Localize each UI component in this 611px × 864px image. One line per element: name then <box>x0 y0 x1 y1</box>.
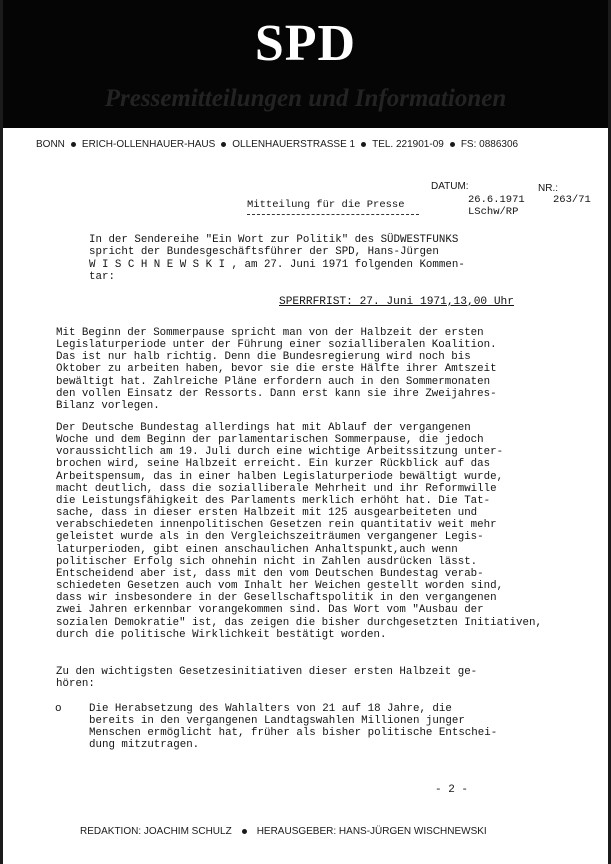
address-city: BONN <box>36 139 65 150</box>
address-bar <box>36 139 596 150</box>
spd-logo: SPD <box>254 15 357 72</box>
heading-text: Mitteilung für die Presse <box>247 199 405 211</box>
intro-line: In der Sendereihe "Ein Wort zur Politik" des SÜDWESTFUNKS <box>89 234 459 246</box>
intro-line: tar: <box>89 270 115 283</box>
text-line: durch die politische Wirklichkeit bestätigt worden. <box>56 628 387 641</box>
bullet-dot-icon <box>71 142 76 147</box>
text-line: Legislaturperiode unter der Führung einer sozialliberalen Koalition. <box>56 339 497 352</box>
text-line: bereits in den vergangenen Landtagswahlen Millionen junger <box>89 715 465 728</box>
letterhead-subtitle: Pressemitteilungen und Informationen <box>104 85 507 112</box>
text-line: Bilanz vorlegen. <box>56 399 160 412</box>
number-value: 263/71 <box>553 194 591 206</box>
address-street: OLLENHAUERSTRASSE 1 <box>232 139 356 150</box>
page-number: - 2 - <box>435 784 469 796</box>
address-fax: FS: 0886306 <box>460 139 519 150</box>
text-line: den vollen Einsatz der Ressorts. Dann erst kann sie ihre Zweijahres- <box>56 387 497 400</box>
text-line: zwei Jahren erkennbar vorangekommen sind. Das Wort vom "Ausbau der <box>56 604 484 617</box>
footer <box>80 826 487 837</box>
text-line: geleistet wurde als in den Vergleichszeiträumen vergangener Legis- <box>56 531 484 544</box>
bullet-marker: o <box>55 703 62 715</box>
bullet-dot-icon <box>450 142 455 147</box>
bullet-dot-icon <box>361 142 366 147</box>
footer-publisher: HERAUSGEBER: HANS-JÜRGEN WISCHNEWSKI <box>256 826 487 837</box>
intro-block <box>89 234 465 283</box>
text-line: laturperioden, gibt einen anschaulichen Anhaltspunkt,auch wenn <box>56 543 458 556</box>
text-line: Woche und dem Beginn der parlamentarischen Sommerpause, die jedoch <box>56 434 484 447</box>
text-line: Die Herabsetzung des Wahlalters von 21 auf 18 Jahre, die <box>89 703 452 715</box>
text-line: schiedeten Gesetzen auch vom Inhalt her Weichen gestellt worden sind, <box>56 580 504 593</box>
text-line: Der Deutsche Bundestag allerdings hat mit Ablauf der vergangenen <box>56 422 471 434</box>
text-line: dung mitzutragen. <box>89 739 200 752</box>
text-line: politischer Erfolg sich ohnehin nicht in Zahlen ausdrücken lässt. <box>56 555 478 568</box>
address-phone: TEL. 221901-09 <box>372 139 444 150</box>
footer-editor: REDAKTION: JOACHIM SCHULZ <box>80 826 232 837</box>
text-line: dass wir insbesondere in der Gesellschaftspolitik in den vergangenen <box>56 592 497 605</box>
text-line: voraussichtlich am 19. Juli durch eine wichtige Arbeitssitzung unter- <box>56 446 504 459</box>
text-line: Arbeitspensum, das in einer halben Legislaturperiode bewältigt wurde, <box>56 470 504 483</box>
text-line: sache, dass in dieser ersten Halbzeit mit 125 ausgearbeiteten und <box>56 507 478 520</box>
intro-line: W I S C H N E W S K I , am 27. Juni 1971 folgenden Kommen- <box>89 258 465 271</box>
text-line: bewältigt hat. Zahlreiche Pläne erfordern auch in den Sommermonaten <box>56 375 491 388</box>
document-heading <box>247 199 419 215</box>
bullet-dot-icon <box>242 829 247 834</box>
text-line: Entscheidend aber ist, dass mit den vom Deutschen Bundestag verab- <box>56 567 484 580</box>
text-line: Das ist nur halb richtig. Denn die Bundesregierung wird noch bis <box>56 351 471 364</box>
text-line: Mit Beginn der Sommerpause spricht man von der Halbzeit der ersten <box>56 327 484 339</box>
paragraph-2 <box>56 422 542 641</box>
bullet-item <box>89 703 497 752</box>
bullet-dot-icon <box>221 142 226 147</box>
embargo-notice: SPERRFRIST: 27. Juni 1971,13,00 Uhr <box>279 296 514 308</box>
text-line: hören: <box>56 678 95 691</box>
text-line: verabschiedeten innenpolitischen Gesetzen rein quantitativ weit mehr <box>56 519 497 532</box>
intro-line: spricht der Bundesgeschäftsführer der SPD, Hans-Jürgen <box>89 246 439 259</box>
address-building: ERICH-OLLENHAUER-HAUS <box>81 139 216 150</box>
text-line: sozialen Demokratie" ist, das zeigen die bisher durchgesetzten Initiativen, <box>56 616 542 629</box>
text-line: Oktober zu arbeiten haben, bevor sie die erste Hälfte ihrer Amtszeit <box>56 363 497 376</box>
date-label: DATUM: <box>431 181 469 192</box>
reference-code: LSchw/RP <box>468 206 519 218</box>
heading-underline <box>247 214 419 215</box>
text-line: Zu den wichtigsten Gesetzesinitiativen dieser ersten Halbzeit ge- <box>56 666 478 678</box>
scan-edge-left <box>0 0 3 864</box>
text-line: die Leistungsfähigkeit des Parlaments merklich erhöht hat. Die Tat- <box>56 494 491 507</box>
number-label: NR.: <box>538 183 558 194</box>
paragraph-1 <box>56 327 497 412</box>
text-line: macht deutlich, dass die sozialliberale Mehrheit und ihr Reformwille <box>56 482 497 495</box>
letterhead-banner <box>0 0 611 128</box>
paragraph-3 <box>56 666 477 690</box>
date-value: 26.6.1971 <box>468 194 525 206</box>
text-line: brochen wird, seine Halbzeit erreicht. Ein kurzer Rückblick auf das <box>56 458 491 471</box>
text-line: Menschen ermöglicht hat, früher als bisher politische Entschei- <box>89 727 498 740</box>
